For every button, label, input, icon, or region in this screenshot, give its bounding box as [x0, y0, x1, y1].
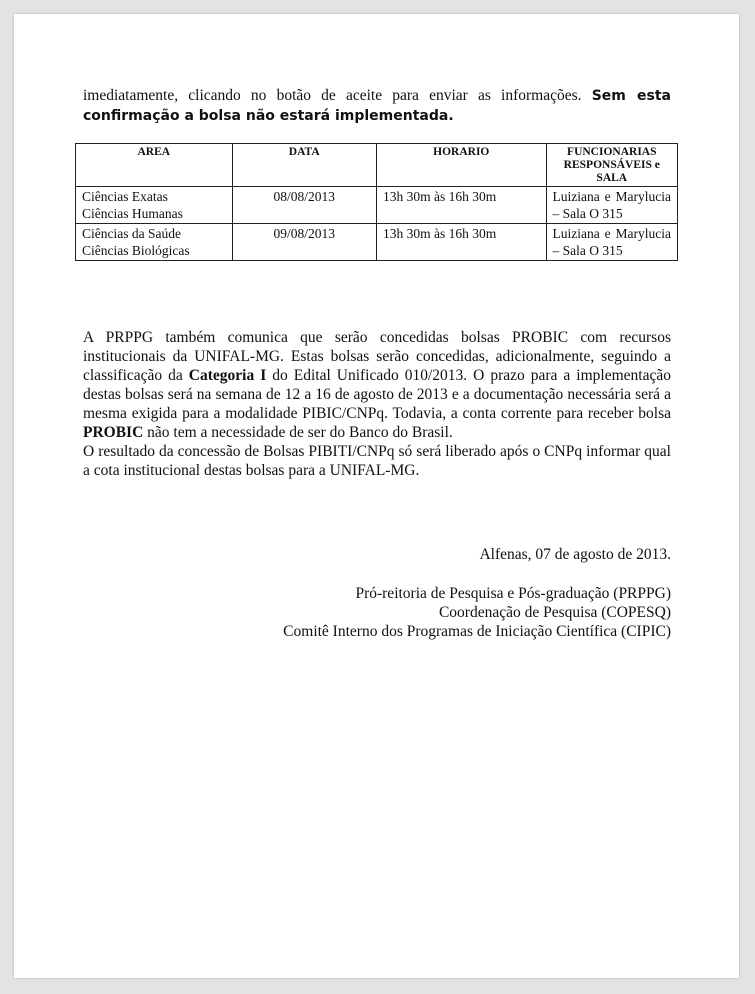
cell-time: 13h 30m às 16h 30m [376, 187, 546, 224]
intro-paragraph [83, 86, 671, 126]
cell-staff: Luiziana e Marylucia – Sala O 315 [546, 187, 677, 224]
header-time: HORARIO [376, 144, 546, 187]
table-row [76, 187, 678, 224]
p1-probic: PROBIC [83, 424, 144, 441]
p1-text: A PRPPG também comunica que serão concedidas bolsas PROBIC com recursos institucionais da UNIFAL-MG. Estas bolsas serão concedidas, adicionalmente, seguindo a classificação da [83, 329, 671, 384]
cell-staff: Luiziana e Marylucia – Sala O 315 [546, 224, 677, 261]
header-date: DATA [232, 144, 376, 187]
place-date: Alfenas, 07 de agosto de 2013. [479, 546, 671, 563]
signature-line: Comitê Interno dos Programas de Iniciação Científica (CIPIC) [283, 623, 671, 640]
area-line: Ciências Biológicas [82, 243, 190, 258]
header-staff: FUNCIONARIAS RESPONSÁVEIS e SALA [546, 144, 677, 187]
table-row [76, 224, 678, 261]
signature-line: Coordenação de Pesquisa (COPESQ) [438, 604, 671, 621]
cell-date: 09/08/2013 [232, 224, 376, 261]
schedule-table [75, 143, 678, 261]
body-text [83, 328, 671, 480]
cell-time: 13h 30m às 16h 30m [376, 224, 546, 261]
p1-text: do Edital Unificado 010/2013. O prazo para a implementação destas bolsas será na semana de 12 a 16 de agosto de 2013 e a documentação necessária será a mesma exigida para a modalidade PIBIC/CNPq. Todavia, a conta corrente para receber bolsa [83, 367, 671, 422]
signature-line: Pró-reitoria de Pesquisa e Pós-graduação (PRPPG) [355, 585, 671, 602]
paragraph-probic [83, 328, 671, 442]
area-line: Ciências Exatas [82, 189, 168, 204]
p1-category: Categoria I [188, 367, 267, 384]
signature-block [83, 584, 671, 641]
paragraph-pibiti: O resultado da concessão de Bolsas PIBITI/CNPq só será liberado após o CNPq informar qual a cota institucional destas bolsas para a UNIFAL-MG. [83, 443, 671, 479]
cell-date: 08/08/2013 [232, 187, 376, 224]
intro-warning: Sem esta confirmação a bolsa não estará implementada. [83, 88, 671, 124]
area-line: Ciências Humanas [82, 206, 183, 221]
header-area: AREA [76, 144, 233, 187]
table-header-row [76, 144, 678, 187]
area-line: Ciências da Saúde [82, 226, 181, 241]
intro-text: imediatamente, clicando no botão de aceite para enviar as informações. [83, 87, 592, 104]
cell-area [76, 187, 233, 224]
p1-text: não tem a necessidade de ser do Banco do Brasil. [143, 424, 453, 441]
cell-area [76, 224, 233, 261]
document-page [14, 14, 739, 978]
